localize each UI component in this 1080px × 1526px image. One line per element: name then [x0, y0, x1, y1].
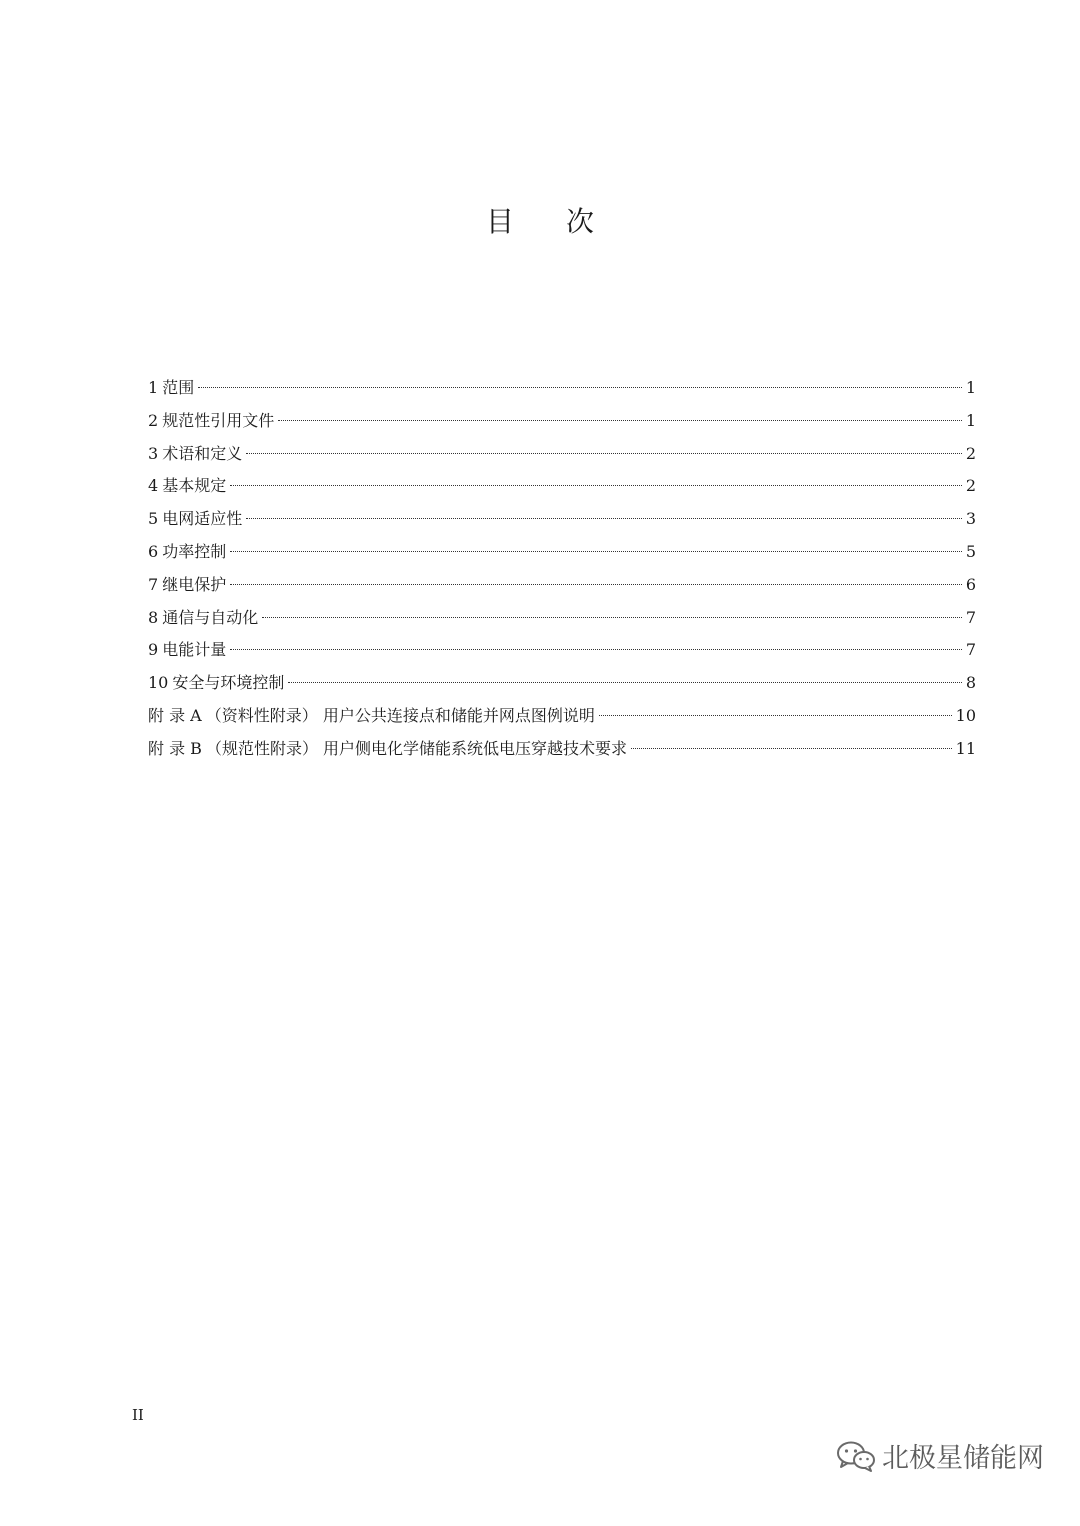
- toc-entry-page: 11: [955, 738, 976, 758]
- toc-entry-label: （规范性附录） 用户侧电化学储能系统低电压穿越技术要求: [205, 738, 628, 758]
- toc-entry-label: 通信与自动化: [162, 607, 259, 627]
- toc-leader-dots: [246, 453, 962, 454]
- toc-entry-number: 附 录 A: [148, 705, 202, 725]
- toc-entry-6[interactable]: [148, 536, 976, 569]
- toc-entry-label: （资料性附录） 用户公共连接点和储能并网点图例说明: [205, 705, 595, 725]
- toc-entry-2[interactable]: [148, 405, 976, 438]
- toc-leader-dots: [631, 748, 952, 749]
- toc-leader-dots: [288, 682, 961, 683]
- table-of-contents: [148, 372, 976, 766]
- toc-entry-9[interactable]: [148, 634, 976, 667]
- toc-entry-page: 5: [965, 541, 976, 561]
- toc-entry-10[interactable]: [148, 667, 976, 700]
- toc-entry-label: 电网适应性: [162, 509, 243, 529]
- toc-entry-number: 6: [148, 541, 159, 561]
- toc-entry-label: 电能计量: [162, 640, 227, 660]
- toc-entry-page: 7: [965, 607, 976, 627]
- toc-entry-page: 2: [965, 443, 976, 463]
- toc-entry-page: 3: [965, 509, 976, 529]
- toc-entry-number: 10: [148, 673, 169, 693]
- toc-entry-7[interactable]: [148, 569, 976, 602]
- toc-leader-dots: [230, 649, 962, 650]
- toc-entry-label: 继电保护: [162, 574, 227, 594]
- toc-entry-label: 基本规定: [162, 476, 227, 496]
- toc-entry-appendix-b[interactable]: [148, 733, 976, 766]
- toc-entry-number: 4: [148, 476, 159, 496]
- toc-entry-label: 安全与环境控制: [172, 673, 285, 693]
- title-char-1: 目: [485, 205, 514, 238]
- toc-entry-page: 6: [965, 574, 976, 594]
- toc-leader-dots: [198, 387, 962, 388]
- title-char-2: 次: [566, 205, 595, 238]
- toc-entry-page: 1: [965, 378, 976, 397]
- toc-entry-number: 附 录 B: [148, 738, 202, 758]
- toc-entry-5[interactable]: [148, 503, 976, 536]
- toc-leader-dots: [278, 420, 962, 421]
- page-title: [0, 200, 1080, 240]
- toc-entry-1[interactable]: [148, 372, 976, 405]
- toc-entry-label: 术语和定义: [162, 443, 243, 463]
- toc-entry-3[interactable]: [148, 438, 976, 471]
- toc-entry-number: 3: [148, 443, 159, 463]
- toc-entry-number: 2: [148, 410, 159, 430]
- watermark: [836, 1436, 1044, 1475]
- toc-entry-page: 7: [965, 640, 976, 660]
- toc-entry-number: 1: [148, 378, 159, 397]
- toc-leader-dots: [230, 584, 962, 585]
- watermark-text: 北极星储能网: [882, 1443, 1044, 1474]
- toc-entry-label: 规范性引用文件: [162, 410, 275, 430]
- toc-entry-4[interactable]: [148, 470, 976, 503]
- toc-entry-page: 2: [965, 476, 976, 496]
- toc-leader-dots: [599, 715, 952, 716]
- toc-entry-page: 8: [965, 673, 976, 693]
- toc-entry-appendix-a[interactable]: [148, 700, 976, 733]
- toc-entry-page: 1: [965, 410, 976, 430]
- toc-entry-number: 5: [148, 509, 159, 529]
- toc-entry-label: 范围: [162, 378, 195, 397]
- toc-entry-page: 10: [955, 705, 976, 725]
- toc-leader-dots: [230, 551, 962, 552]
- toc-leader-dots: [230, 485, 962, 486]
- toc-leader-dots: [262, 617, 962, 618]
- page-number: II: [132, 1406, 144, 1424]
- toc-entry-number: 9: [148, 640, 159, 660]
- wechat-icon: [836, 1440, 876, 1472]
- toc-entry-number: 8: [148, 607, 159, 627]
- toc-entry-number: 7: [148, 574, 159, 594]
- toc-entry-label: 功率控制: [162, 541, 227, 561]
- toc-leader-dots: [246, 518, 962, 519]
- toc-entry-8[interactable]: [148, 602, 976, 635]
